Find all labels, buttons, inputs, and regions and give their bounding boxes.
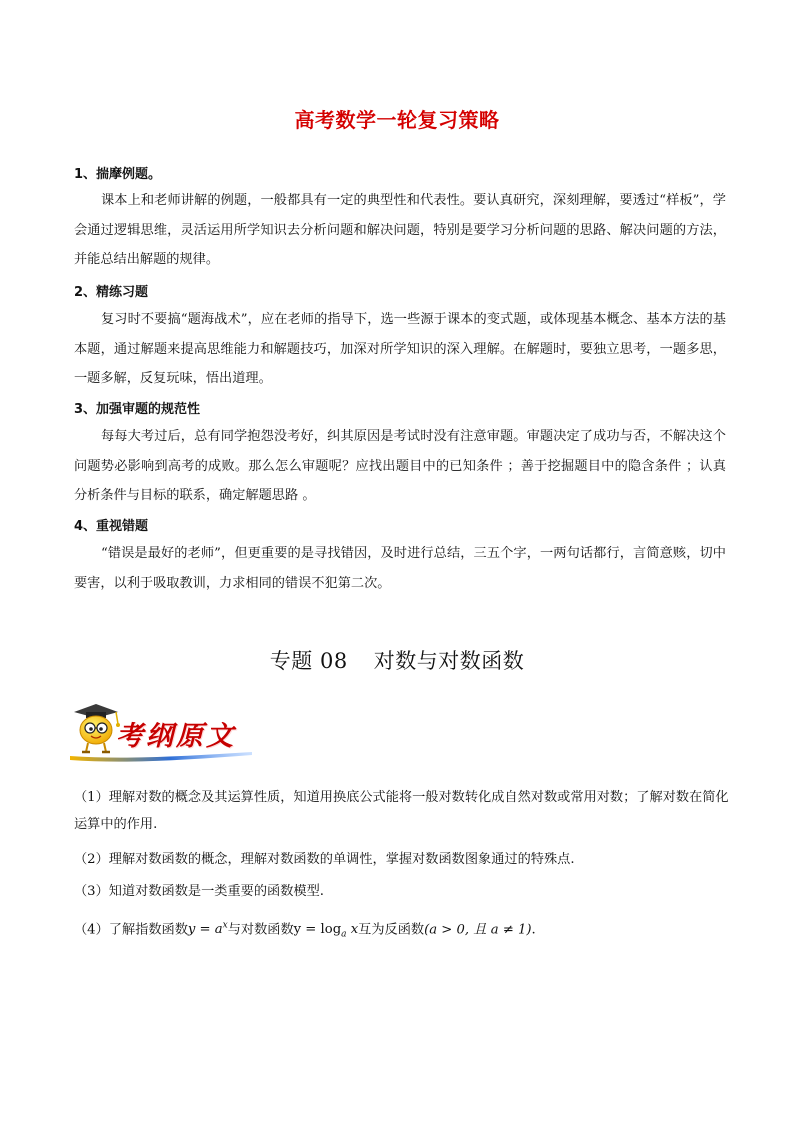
outline-item-1: （1）理解对数的概念及其运算性质，知道用换底公式能将一般对数转化成自然对数或常用对数；了解对数在简化运算中的作用.	[74, 790, 729, 832]
log-function-formula	[293, 922, 359, 941]
item4-end: .	[531, 922, 536, 938]
section-body-4: “错误是最好的老师”，但更重要的是寻找错因，及时进行总结，三五个字，一两句话都行，言简意赅，切中要害，以利于吸取教训，力求相同的错误不犯第二次。	[74, 546, 726, 591]
banner-title: 考纲原文	[116, 721, 236, 752]
base-condition: (a > 0, 且 a ≠ 1)	[424, 922, 532, 938]
log-func-base: a	[341, 930, 347, 941]
section-body-1: 课本上和老师讲解的例题，一般都具有一定的典型性和代表性。要认真研究，深刻理解，要透过“样板”，学会通过逻辑思维，灵活运用所学知识去分析问题和解决问题，特别是要学习分析问题的思路、解决问题的方法，并能总结出解题的规律。	[74, 193, 726, 267]
exponential-function-formula	[188, 922, 228, 937]
exp-func-power: x	[222, 921, 228, 931]
item4-prefix: （4）了解指数函数	[74, 922, 188, 938]
outline-item-4	[74, 913, 734, 949]
exp-func-base: y = a	[187, 922, 223, 938]
log-func-name: y = log	[293, 922, 342, 938]
section-body-2: 复习时不要搞“题海战术”，应在老师的指导下，选一些源于课本的变式题，或体现基本概念、基本方法的基本题，通过解题来提高思维能力和解题技巧，加深对所学知识的深入理解。在解题时，要独立思考，一题多思，一题多解，反复玩味，悟出道理。	[74, 312, 726, 386]
section-heading-1: 1、揣摩例题。	[74, 167, 162, 182]
item4-suffix: 互为反函数	[358, 922, 425, 938]
section-heading-3: 3、加强审题的规范性	[74, 402, 201, 417]
section-heading-2: 2、精练习题	[74, 285, 149, 300]
section-body-3: 每每大考过后，总有同学抱怨没考好，纠其原因是考试时没有注意审题。审题决定了成功与否，不解决这个问题势必影响到高考的成败。那么怎么审题呢？应找出题目中的已知条件 ；善于挖掘题目中的隐含条件 ；认真分析条件与目标的联系，确定解题思路 。	[74, 429, 726, 503]
strategy-title: 高考数学一轮复习策略	[294, 108, 500, 132]
log-func-var: x	[346, 922, 359, 938]
item4-mid: 与对数函数	[227, 922, 294, 938]
outline-item-2: （2）理解对数函数的概念，理解对数函数的单调性，掌握对数函数图象通过的特殊点.	[74, 852, 575, 867]
topic-number: 专题 08	[269, 649, 348, 673]
topic-title	[0, 645, 794, 675]
topic-name: 对数与对数函数	[373, 649, 525, 673]
outline-item-3: （3）知道对数函数是一类重要的函数模型.	[74, 884, 324, 899]
section-heading-4: 4、重视错题	[74, 519, 149, 534]
exam-outline-banner	[66, 700, 256, 764]
